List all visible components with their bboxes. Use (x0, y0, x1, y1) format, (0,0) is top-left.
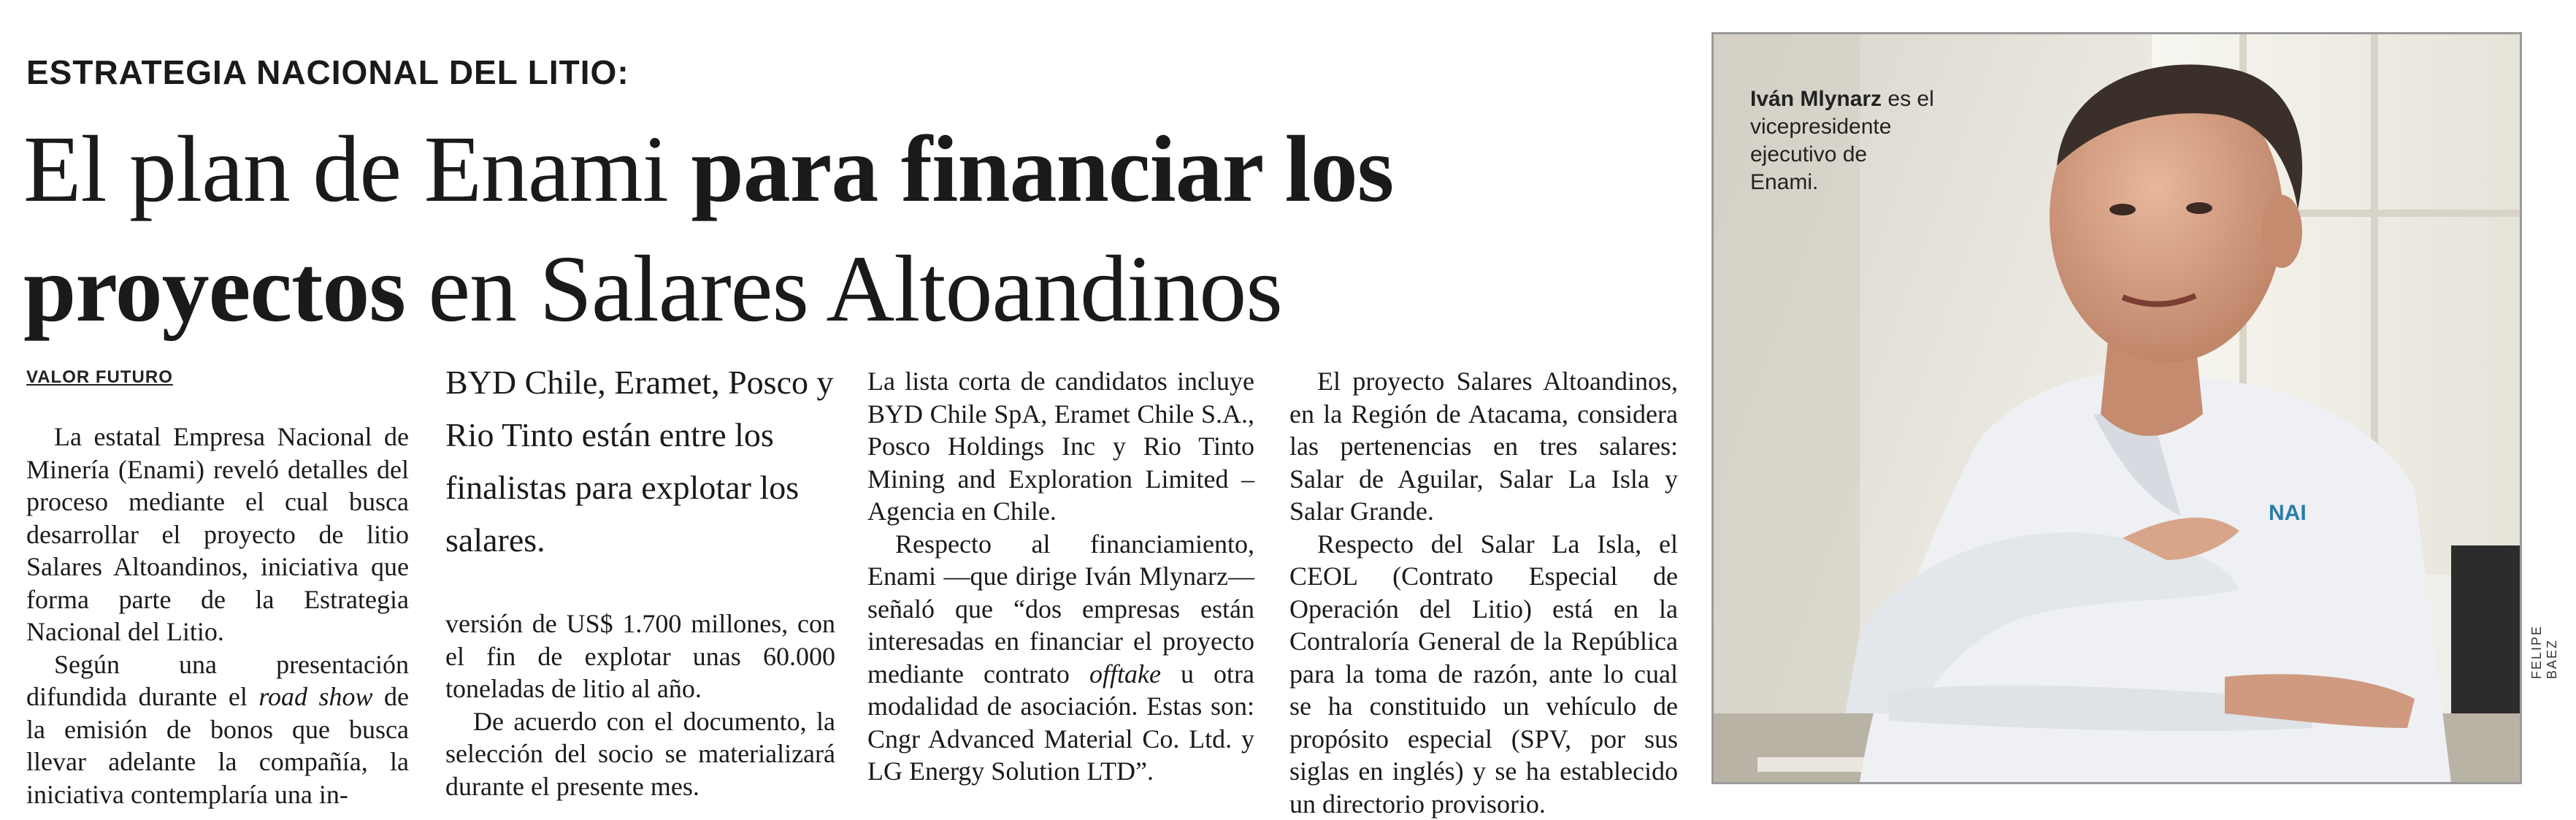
article-column-1 (26, 421, 409, 811)
headline-line2-regular: en Salares Altoandinos (405, 237, 1282, 342)
paragraph: Respecto del Salar La Isla, el CEOL (Contrato Especial de Operación del Litio) está en la Contraloría General de la República para la toma de razón, ante lo cual se ha constituido un vehículo de propósito especial (SPV, por sus siglas en inglés) y se ha establecido un directorio provisorio. (1289, 528, 1678, 820)
paragraph: versión de US$ 1.700 millones, con el fin de explotar unas 60.000 toneladas de litio al año. (445, 608, 835, 705)
paragraph: De acuerdo con el documento, la selección del socio se materializará durante el presente mes. (445, 705, 835, 803)
paragraph: El proyecto Salares Altoandinos, en la Región de Atacama, considera las pertenencias en tres salares: Salar de Aguilar, Salar La Isla y Salar Grande. (1289, 365, 1678, 528)
pull-quote: BYD Chile, Eramet, Posco y Rio Tinto están entre los finalistas para explotar los salares. (445, 356, 840, 567)
text-span: u otra modalidad de asociación. Estas son: Cngr Advanced Material Co. Ltd. y LG Energy Solution LTD”. (867, 659, 1254, 786)
photo-caption (1750, 85, 1940, 196)
photo-credit: FELIPE BAEZ (2529, 625, 2560, 679)
headline (23, 110, 1666, 349)
section-label: VALOR FUTURO (26, 367, 173, 388)
article-column-4 (1289, 365, 1678, 820)
shirt-logo: NAI (2269, 501, 2307, 525)
kicker: ESTRATEGIA NACIONAL DEL LITIO: (26, 53, 629, 92)
article-column-2 (445, 608, 835, 802)
headline-line1-regular: El plan de Enami (23, 117, 691, 222)
portrait-photo (1711, 32, 2522, 784)
article-column-3 (867, 365, 1254, 788)
headline-line2-bold: proyectos (23, 237, 405, 342)
text-span: de la emisión de bonos que busca llevar adelante la compañía, la iniciativa contemplaría una in- (26, 682, 409, 809)
paragraph: La estatal Empresa Nacional de Minería (Enami) reveló detalles del proceso mediante el cual busca desarrollar el proyecto de litio Salares Altoandinos, iniciativa que forma parte de la Estrategia Nacional del Litio. (26, 421, 409, 648)
headline-line1-bold: para financiar los (691, 117, 1393, 222)
italic-term: offtake (1089, 659, 1161, 689)
text-span: Respecto al financiamiento, Enami —que dirige Iván Mlynarz— señaló que “dos empresas están interesadas en financiar el proyecto mediante contrato (867, 529, 1254, 689)
italic-term: road show (258, 682, 372, 711)
paragraph: La lista corta de candidatos incluye BYD Chile SpA, Eramet Chile S.A., Posco Holdings Inc y Rio Tinto Mining and Exploration Limited – Agencia en Chile. (867, 365, 1254, 528)
text-span: Según una presentación difundida durante el (26, 650, 409, 712)
paragraph (26, 648, 409, 811)
caption-name: Iván Mlynarz (1750, 87, 1882, 111)
paragraph (867, 528, 1254, 788)
caption-text: es el vicepresidente ejecutivo de Enami. (1750, 87, 1934, 194)
